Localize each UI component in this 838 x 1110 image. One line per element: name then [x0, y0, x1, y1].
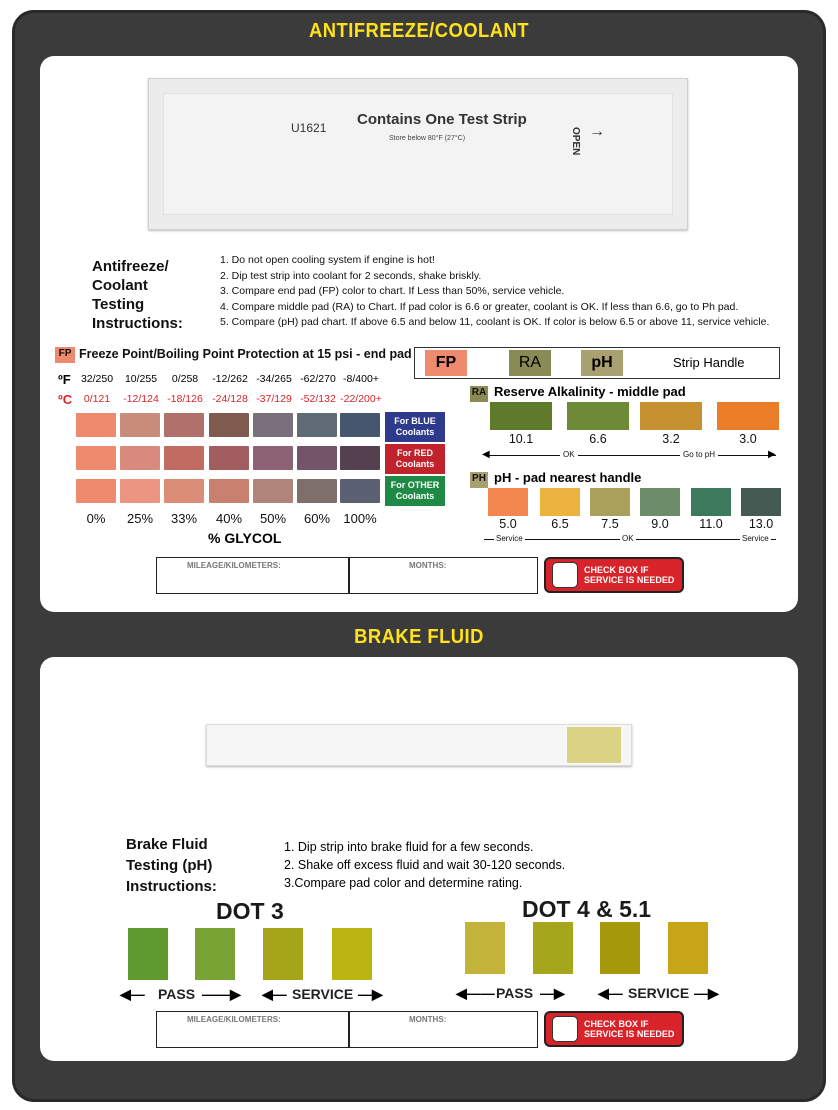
instruction-item: 2. Dip test strip into coolant for 2 seconds, shake briskly. [220, 269, 482, 282]
fp-color-swatch [209, 479, 249, 503]
ph-value: 5.0 [499, 517, 517, 531]
instr-title-line: Antifreeze/ [92, 258, 169, 275]
instruction-item: 1. Dip strip into brake fluid for a few seconds. [284, 840, 534, 854]
fp-tag: FP [55, 347, 75, 363]
packet-open-label: OPEN [570, 127, 581, 156]
brake-section-title: BRAKE FLUID [354, 626, 484, 648]
form-divider [348, 1012, 350, 1047]
dot3-service-arrow-right-icon: ―▶ [358, 986, 383, 1002]
fahrenheit-value: 0/258 [171, 373, 199, 385]
mileage-input[interactable] [161, 570, 346, 592]
celsius-value: -18/126 [167, 393, 203, 405]
ra-color-pad [490, 402, 552, 430]
legend-blue-coolants: For BLUE Coolants [385, 412, 445, 442]
fp-color-swatch [340, 479, 380, 503]
ph-value: 11.0 [699, 517, 723, 531]
dot4-title: DOT 4 & 5.1 [522, 896, 652, 922]
fahrenheit-label: ºF [58, 372, 71, 387]
months-field-label: MONTHS: [409, 561, 447, 570]
fp-color-swatch [340, 413, 380, 437]
dot3-pass-arrow-right-icon: ――▶ [202, 986, 241, 1002]
dot4-pass-arrow-right-icon: ―▶ [540, 985, 565, 1001]
dot3-color-pad [332, 928, 372, 980]
ra-heading: Reserve Alkalinity - middle pad [494, 384, 686, 399]
celsius-value: -22/200+ [340, 393, 382, 405]
dot3-color-pad [128, 928, 168, 980]
fahrenheit-value: -34/265 [256, 373, 292, 385]
check-box-label: CHECK BOX IF SERVICE IS NEEDED [584, 1019, 675, 1039]
instr-title-line: Testing [92, 296, 145, 313]
brake-service-form [156, 1011, 538, 1048]
fahrenheit-value: 32/250 [80, 373, 114, 385]
instruction-item: 3.Compare pad color and determine rating. [284, 876, 523, 890]
fp-color-swatch [209, 413, 249, 437]
ph-service-label-left: Service [496, 534, 523, 543]
fahrenheit-value: -8/400+ [343, 373, 379, 385]
dot3-pass-label: PASS [158, 986, 196, 1002]
dot3-pass-arrow-left-icon: ◀― [120, 986, 145, 1002]
dot4-color-pad [533, 922, 573, 974]
instruction-item: 1. Do not open cooling system if engine is hot! [220, 254, 435, 266]
ph-service-label-right: Service [742, 534, 769, 543]
checkbox[interactable] [552, 1016, 578, 1042]
ph-value: 9.0 [651, 517, 669, 531]
ph-tag: PH [470, 472, 488, 488]
ra-color-pad [717, 402, 779, 430]
dot4-service-arrow-right-icon: ―▶ [694, 985, 719, 1001]
packet-title: Contains One Test Strip [357, 111, 527, 128]
fahrenheit-value: -62/270 [300, 373, 336, 385]
arrow-right-icon: → [589, 123, 605, 140]
instr-title-line: Brake Fluid [126, 836, 208, 853]
ra-scale-line [486, 455, 776, 456]
packet-code: U1621 [291, 121, 327, 135]
ph-color-pad [691, 488, 731, 516]
dot4-color-pad [668, 922, 708, 974]
fp-color-swatch [164, 446, 204, 470]
coolant-service-checkbox[interactable] [544, 557, 684, 593]
instruction-item: 5. Compare (pH) pad chart. If above 6.5 and below 11, coolant is OK. If color is below 6.5 or above 11, service vehicle. [220, 316, 770, 329]
months-input[interactable] [353, 1024, 535, 1046]
brake-service-checkbox[interactable] [544, 1011, 684, 1047]
form-divider [348, 558, 350, 593]
fahrenheit-value: -12/262 [212, 373, 248, 385]
instr-title-line: Instructions: [92, 315, 183, 332]
ra-value: 3.2 [662, 432, 680, 446]
fp-color-swatch [340, 446, 380, 470]
fp-color-swatch [164, 479, 204, 503]
coolant-service-form [156, 557, 538, 594]
ph-value: 13.0 [748, 517, 774, 531]
dot4-pass-arrow-left-icon: ◀―― [456, 985, 495, 1001]
ra-ok-label: OK [560, 450, 578, 459]
ph-color-pad [540, 488, 580, 516]
ra-value: 3.0 [739, 432, 757, 446]
months-field-label: MONTHS: [409, 1015, 447, 1024]
strip-fp-pad: FP [425, 350, 467, 376]
instruction-item: 4. Compare middle pad (RA) to Chart. If pad color is 6.6 or greater, coolant is OK. If less than 6.6, go to Ph pad. [220, 300, 739, 313]
ph-color-pad [488, 488, 528, 516]
legend-red-coolants: For RED Coolants [385, 444, 445, 474]
ph-value: 6.5 [551, 517, 569, 531]
check-box-label: CHECK BOX IF SERVICE IS NEEDED [584, 565, 675, 585]
glycol-percent: 0% [86, 511, 106, 526]
celsius-value: -37/129 [256, 393, 292, 405]
fp-color-swatch [297, 446, 337, 470]
ph-color-pad [590, 488, 630, 516]
months-input[interactable] [353, 570, 535, 592]
fp-color-swatch [297, 479, 337, 503]
instruction-item: 2. Shake off excess fluid and wait 30-120 seconds. [284, 858, 566, 872]
glycol-percent: 60% [303, 511, 331, 526]
ph-color-pad [640, 488, 680, 516]
dot4-color-pad [600, 922, 640, 974]
glycol-axis-label: % GLYCOL [208, 530, 282, 546]
dot3-color-pad [263, 928, 303, 980]
dot3-title: DOT 3 [216, 898, 284, 924]
ra-color-pad [567, 402, 629, 430]
instruction-item: 3. Compare end pad (FP) color to chart. If Less than 50%, service vehicle. [220, 285, 565, 298]
coolant-instructions-list [220, 253, 769, 331]
fp-color-swatch [297, 413, 337, 437]
legend-other-coolants: For OTHER Coolants [385, 476, 445, 506]
ra-tag: RA [470, 386, 488, 402]
dot3-service-arrow-left-icon: ◀― [262, 986, 287, 1002]
dot4-color-pad [465, 922, 505, 974]
celsius-label: ºC [58, 392, 73, 407]
ph-value: 7.5 [601, 517, 619, 531]
fp-color-swatch [120, 479, 160, 503]
ra-color-pad [640, 402, 702, 430]
strip-diagram [414, 347, 780, 379]
instr-title-line: Coolant [92, 277, 148, 294]
instr-title-line: Testing (pH) [126, 857, 213, 874]
instr-title-line: Instructions: [126, 878, 217, 895]
brake-strip-pad [567, 727, 621, 763]
strip-handle-label: Strip Handle [673, 355, 745, 370]
coolant-instructions-title [92, 257, 183, 333]
fp-heading: Freeze Point/Boiling Point Protection at 15 psi - end pad [79, 347, 412, 361]
celsius-value: -12/124 [123, 393, 159, 405]
ra-value: 6.6 [589, 432, 607, 446]
ra-value: 10.1 [508, 432, 534, 446]
fahrenheit-value: 10/255 [124, 373, 158, 385]
celsius-value: -24/128 [212, 393, 248, 405]
fp-color-swatch [76, 446, 116, 470]
checkbox[interactable] [552, 562, 578, 588]
packet-store: Store below 80°F (27°C) [389, 135, 466, 142]
glycol-percent: 25% [126, 511, 154, 526]
ph-heading: pH - pad nearest handle [494, 470, 642, 485]
ph-color-pad [741, 488, 781, 516]
glycol-percent: 40% [215, 511, 243, 526]
dot3-service-label: SERVICE [292, 986, 354, 1002]
fp-color-swatch [76, 413, 116, 437]
fp-color-swatch [120, 446, 160, 470]
glycol-percent: 50% [259, 511, 287, 526]
brake-instructions-list [284, 838, 565, 892]
strip-ra-pad: RA [509, 350, 551, 376]
ph-ok-label: OK [622, 534, 634, 543]
dot3-color-pad [195, 928, 235, 980]
fp-color-swatch [164, 413, 204, 437]
dot4-service-arrow-left-icon: ◀― [598, 985, 623, 1001]
mileage-field-label: MILEAGE/KILOMETERS: [187, 561, 281, 570]
fp-color-swatch [76, 479, 116, 503]
glycol-percent: 100% [343, 511, 377, 526]
dot4-pass-label: PASS [496, 985, 534, 1001]
mileage-input[interactable] [161, 1024, 346, 1046]
ra-goto-label: Go to pH [680, 450, 718, 459]
celsius-value: -52/132 [300, 393, 336, 405]
strip-ph-pad: pH [581, 350, 623, 376]
fp-color-swatch [120, 413, 160, 437]
fp-color-swatch [253, 446, 293, 470]
arrow-left-icon: ◀ [482, 449, 490, 460]
fp-color-swatch [209, 446, 249, 470]
test-strip-packet [148, 78, 688, 230]
glycol-percent: 33% [170, 511, 198, 526]
fp-color-swatch [253, 413, 293, 437]
antifreeze-section-title: ANTIFREEZE/COOLANT [309, 20, 529, 42]
brake-test-strip [206, 724, 632, 766]
arrow-right-icon: ▶ [768, 449, 776, 460]
mileage-field-label: MILEAGE/KILOMETERS: [187, 1015, 281, 1024]
brake-instructions-title [126, 834, 217, 897]
dot4-service-label: SERVICE [628, 985, 690, 1001]
celsius-value: 0/121 [83, 393, 111, 405]
fp-color-swatch [253, 479, 293, 503]
